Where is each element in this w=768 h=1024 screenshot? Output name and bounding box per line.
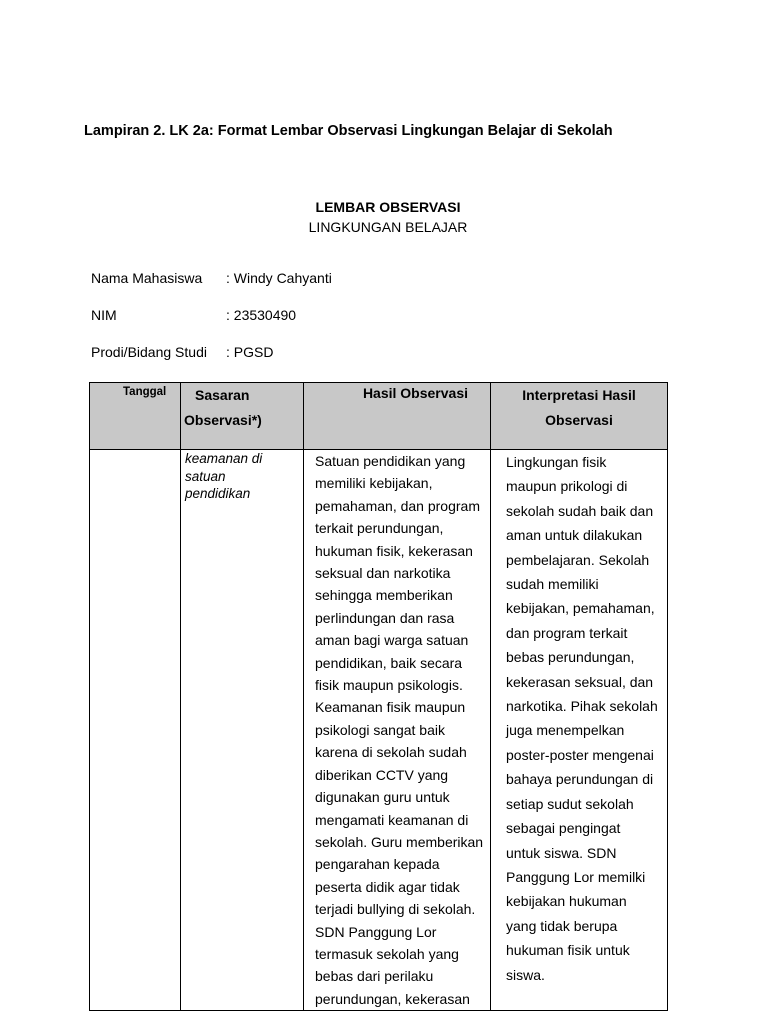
- interpretasi-text-line: yang tidak berupa: [506, 917, 618, 934]
- interpretasi-text-line: narkotika. Pihak sekolah: [506, 698, 658, 715]
- interpretasi-text-line: sebagai pengingat: [506, 820, 621, 837]
- interpretasi-text-line: kebijakan, pemahaman,: [506, 600, 655, 617]
- hasil-text-line: mengamati keamanan di: [315, 811, 469, 828]
- interpretasi-text-line: bebas perundungan,: [506, 649, 635, 666]
- header-hasil-label: Hasil Observasi: [362, 385, 468, 401]
- hasil-text-line: sehingga memberikan: [315, 587, 453, 604]
- interpretasi-text-line: Lingkungan fisik: [506, 454, 607, 470]
- header-hasil: [304, 383, 491, 450]
- interpretasi-text-line: kekerasan seksual, dan: [506, 673, 654, 690]
- header-tanggal-label: Tanggal: [123, 386, 167, 398]
- field-nama: [91, 270, 332, 286]
- field-nim: [91, 307, 296, 323]
- interpretasi-text-line: setiap sudut sekolah: [506, 795, 634, 812]
- cell-hasil-observasi: [304, 450, 491, 1011]
- hasil-text-line: termasuk sekolah yang: [315, 945, 459, 962]
- interpretasi-text-line: Panggung Lor memilki: [506, 868, 646, 885]
- interpretasi-text-line: siswa.: [506, 966, 545, 983]
- cell-sasaran: [181, 450, 304, 1011]
- interpretasi-text-line: sudah memiliki: [506, 576, 599, 593]
- hasil-text-line: karena di sekolah sudah: [315, 744, 467, 761]
- document-heading: Lampiran 2. LK 2a: Format Lembar Observasi Lingkungan Belajar di Sekolah: [84, 123, 613, 139]
- sasaran-text-line: pendidikan: [185, 486, 251, 501]
- hasil-text-line: seksual dan narkotika: [315, 565, 451, 582]
- field-nama-label: Nama Mahasiswa: [91, 270, 203, 286]
- cell-tanggal: [90, 450, 181, 1011]
- header-interpretasi: [491, 383, 668, 450]
- hasil-text-line: digunakan guru untuk: [315, 789, 450, 806]
- hasil-text-line: pemahaman, dan program: [315, 497, 480, 514]
- hasil-text-line: memiliki kebijakan,: [315, 475, 433, 492]
- hasil-text-line: diberikan CCTV yang: [315, 766, 449, 783]
- interpretasi-text-line: poster-poster mengenai: [506, 746, 654, 763]
- field-prodi: [91, 344, 273, 360]
- hasil-text-line: fisik maupun psikologis.: [315, 677, 463, 694]
- hasil-text-line: pendidikan, baik secara: [315, 654, 463, 671]
- interpretasi-text-line: juga menempelkan: [506, 722, 625, 739]
- hasil-text-line: psikologi sangat baik: [315, 721, 445, 738]
- hasil-text-line: terjadi bullying di sekolah.: [315, 901, 476, 918]
- interpretasi-text-line: dan program terkait: [506, 624, 628, 641]
- field-nama-value: : Windy Cahyanti: [226, 270, 332, 286]
- field-nim-value: : 23530490: [226, 307, 297, 323]
- hasil-text-line: perundungan, kekerasan: [315, 990, 470, 1007]
- hasil-text-line: pengarahan kepada: [315, 856, 440, 873]
- hasil-text-line: peserta didik agar tidak: [315, 878, 460, 895]
- interpretasi-text-line: aman untuk dilakukan: [506, 527, 643, 544]
- interpretasi-text-line: sekolah sudah baik dan: [506, 502, 654, 519]
- header-sasaran-line2: Observasi*): [184, 412, 262, 428]
- hasil-text-line: bebas dari perilaku: [315, 968, 434, 985]
- sasaran-text-line: keamanan di: [185, 451, 263, 466]
- header-interpretasi-line2: Observasi: [545, 412, 613, 428]
- interpretasi-text-line: maupun prikologi di: [506, 478, 628, 495]
- header-sasaran: [181, 383, 304, 450]
- hasil-text-line: sekolah. Guru memberikan: [315, 833, 484, 850]
- field-nim-label: NIM: [91, 307, 117, 323]
- hasil-text-line: terkait perundungan,: [315, 520, 444, 537]
- interpretasi-text-line: kebijakan hukuman: [506, 893, 627, 910]
- table-header-row: [90, 383, 668, 450]
- sasaran-text-line: satuan: [185, 468, 226, 484]
- observation-table: [89, 382, 668, 1011]
- header-sasaran-line1: Sasaran: [195, 387, 250, 403]
- sheet-subtitle: LINGKUNGAN BELAJAR: [308, 219, 468, 235]
- hasil-text-line: Satuan pendidikan yang: [315, 453, 466, 469]
- interpretasi-text-line: pembelajaran. Sekolah: [506, 551, 650, 568]
- interpretasi-text-line: hukuman fisik untuk: [506, 942, 630, 959]
- sheet-title: LEMBAR OBSERVASI: [315, 199, 461, 215]
- header-interpretasi-line1: Interpretasi Hasil: [522, 387, 636, 403]
- interpretasi-text-line: bahaya perundungan di: [506, 771, 654, 788]
- header-tanggal: [90, 383, 181, 450]
- hasil-text-line: SDN Panggung Lor: [315, 923, 437, 940]
- cell-interpretasi: [491, 450, 668, 1011]
- hasil-text-line: hukuman fisik, kekerasan: [315, 542, 473, 559]
- hasil-text-line: aman bagi warga satuan: [315, 632, 469, 649]
- interpretasi-text-line: untuk siswa. SDN: [506, 844, 617, 861]
- hasil-text-line: Keamanan fisik maupun: [315, 699, 466, 716]
- table-row: [90, 450, 668, 1011]
- field-prodi-value: : PGSD: [226, 344, 274, 360]
- field-prodi-label: Prodi/Bidang Studi: [91, 344, 207, 360]
- hasil-text-line: perlindungan dan rasa: [315, 609, 455, 626]
